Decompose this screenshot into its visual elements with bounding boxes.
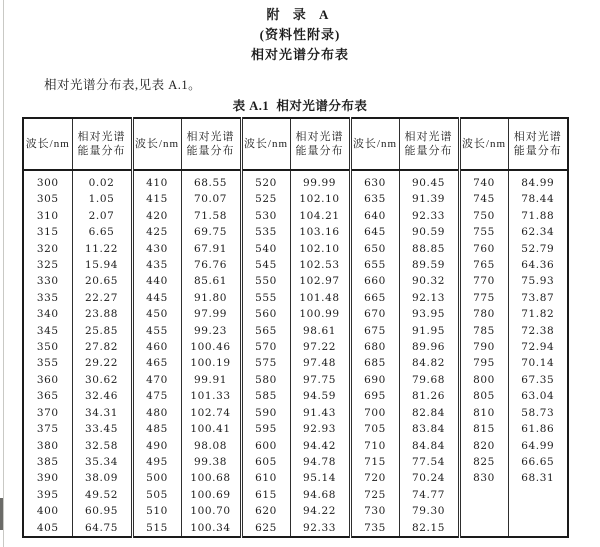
wavelength-cell: 590 [241, 405, 290, 421]
wavelength-cell: 640 [350, 208, 399, 224]
spectral-value-cell: 29.22 [72, 355, 132, 371]
spectral-value-cell: 67.91 [181, 241, 241, 257]
wavelength-cell: 320 [36, 242, 59, 255]
table-header [23, 118, 568, 170]
wavelength-cell: 495 [132, 454, 181, 470]
spectral-value-cell: 27.82 [72, 339, 132, 355]
spectral-value-cell: 63.04 [508, 388, 568, 404]
wavelength-cell: 815 [459, 421, 508, 437]
spectral-distribution-table [22, 117, 569, 538]
spectral-value-cell: 52.79 [508, 241, 568, 257]
wavelength-cell: 490 [132, 438, 181, 454]
spectral-value-cell: 101.33 [181, 388, 241, 404]
spectral-value-cell [508, 487, 568, 503]
spectral-value-cell: 84.99 [508, 170, 568, 191]
wavelength-cell: 700 [350, 405, 399, 421]
spectral-value-cell: 6.65 [72, 224, 132, 240]
spectral-value-cell: 58.73 [508, 405, 568, 421]
spectral-value-cell: 100.19 [181, 355, 241, 371]
col-header-line2: 能量分布 [513, 145, 562, 157]
spectral-value-cell: 34.31 [72, 405, 132, 421]
table-row [23, 421, 568, 437]
wavelength-cell: 305 [36, 193, 59, 206]
spectral-value-cell: 64.36 [508, 257, 568, 273]
spectral-value-cell: 101.48 [290, 290, 350, 306]
wavelength-cell: 705 [350, 421, 399, 437]
spectral-value-cell: 100.46 [181, 339, 241, 355]
wavelength-cell: 395 [36, 488, 59, 501]
wavelength-cell: 500 [132, 470, 181, 486]
table-row [23, 487, 568, 503]
spectral-value-cell: 91.80 [181, 290, 241, 306]
appendix-subtitle: (资料性附录) [259, 27, 341, 42]
wavelength-cell: 440 [132, 273, 181, 289]
spectral-value-cell: 98.61 [290, 323, 350, 339]
wavelength-cell: 575 [241, 355, 290, 371]
wavelength-cell: 720 [350, 470, 399, 486]
wavelength-cell: 530 [241, 208, 290, 224]
wavelength-cell: 675 [350, 323, 399, 339]
wavelength-cell: 370 [36, 406, 59, 419]
spectral-value-cell: 94.42 [290, 438, 350, 454]
spectral-value-cell: 93.95 [399, 306, 459, 322]
wavelength-cell: 425 [132, 224, 181, 240]
header-row [23, 118, 568, 170]
spectral-value-cell: 71.82 [508, 306, 568, 322]
wavelength-cell: 595 [241, 421, 290, 437]
table-row [23, 257, 568, 273]
table-row [23, 405, 568, 421]
wavelength-cell: 365 [36, 390, 59, 403]
wavelength-cell: 695 [350, 388, 399, 404]
spectral-value-cell: 70.14 [508, 355, 568, 371]
table-row [23, 273, 568, 289]
wavelength-cell: 355 [36, 357, 59, 370]
spectral-value-cell: 102.10 [290, 191, 350, 207]
spectral-value-cell: 66.65 [508, 454, 568, 470]
wavelength-cell: 585 [241, 388, 290, 404]
col-header-spectral-value [508, 118, 568, 170]
spectral-value-cell: 94.22 [290, 503, 350, 519]
table-row [23, 241, 568, 257]
spectral-value-cell: 92.13 [399, 290, 459, 306]
col-header-line1: 相对光谱 [513, 130, 562, 143]
wavelength-cell: 625 [241, 520, 290, 537]
wavelength-cell: 740 [459, 170, 508, 191]
col-header-line2: 能量分布 [295, 145, 344, 157]
appendix-heading: 相对光谱分布表 [250, 47, 349, 62]
wavelength-cell: 560 [241, 306, 290, 322]
wavelength-cell: 760 [459, 241, 508, 257]
spectral-value-cell: 32.58 [72, 438, 132, 454]
col-header-line2: 能量分布 [186, 145, 235, 157]
spectral-value-cell: 72.94 [508, 339, 568, 355]
intro-text: 相对光谱分布表,见表 A.1。 [44, 78, 202, 92]
table-caption: 表 A.1 相对光谱分布表 [232, 99, 368, 113]
spectral-value-cell: 32.46 [72, 388, 132, 404]
spectral-value-cell: 102.10 [290, 241, 350, 257]
wavelength-cell: 325 [36, 259, 59, 272]
spectral-value-cell: 79.30 [399, 503, 459, 519]
table-row [23, 306, 568, 322]
wavelength-cell: 805 [459, 388, 508, 404]
col-header-line2: 能量分布 [404, 145, 453, 157]
spectral-value-cell: 64.75 [72, 520, 132, 537]
col-header-spectral-value [181, 118, 241, 170]
wavelength-cell: 300 [36, 177, 59, 189]
spectral-value-cell: 100.70 [181, 503, 241, 519]
spectral-value-cell [508, 503, 568, 519]
spectral-value-cell: 91.95 [399, 323, 459, 339]
table-row [23, 339, 568, 355]
spectral-value-cell: 100.34 [181, 520, 241, 537]
col-header-wavelength: 波长/nm [132, 118, 181, 170]
wavelength-cell: 385 [36, 455, 59, 468]
wavelength-cell: 520 [241, 170, 290, 191]
wavelength-cell: 375 [36, 423, 59, 436]
wavelength-cell: 535 [241, 224, 290, 240]
wavelength-cell: 610 [241, 470, 290, 486]
wavelength-cell: 630 [350, 170, 399, 191]
wavelength-cell: 405 [36, 521, 59, 534]
table-row [23, 520, 568, 537]
spectral-value-cell: 94.59 [290, 388, 350, 404]
spectral-value-cell: 84.82 [399, 355, 459, 371]
wavelength-cell: 410 [132, 170, 181, 191]
spectral-value-cell: 35.34 [72, 454, 132, 470]
wavelength-cell: 550 [241, 273, 290, 289]
col-header-line1: 相对光谱 [295, 130, 344, 143]
spectral-value-cell: 25.85 [72, 323, 132, 339]
spectral-value-cell: 81.26 [399, 388, 459, 404]
spectral-value-cell: 2.07 [72, 208, 132, 224]
wavelength-cell [459, 503, 508, 519]
col-header-wavelength: 波长/nm [23, 118, 72, 170]
wavelength-cell: 785 [459, 323, 508, 339]
wavelength-cell: 485 [132, 421, 181, 437]
spectral-value-cell: 61.86 [508, 421, 568, 437]
spectral-value-cell: 100.69 [181, 487, 241, 503]
spectral-value-cell: 30.62 [72, 372, 132, 388]
col-header-line2: 能量分布 [77, 145, 126, 157]
spectral-value-cell: 100.41 [181, 421, 241, 437]
table-row [23, 224, 568, 240]
spectral-value-cell: 99.91 [181, 372, 241, 388]
spectral-value-cell: 97.22 [290, 339, 350, 355]
spectral-value-cell: 64.99 [508, 438, 568, 454]
spectral-value-cell: 77.54 [399, 454, 459, 470]
wavelength-cell: 735 [350, 520, 399, 537]
wavelength-cell: 510 [132, 503, 181, 519]
spectral-value-cell: 78.44 [508, 191, 568, 207]
wavelength-cell: 615 [241, 487, 290, 503]
wavelength-cell: 665 [350, 290, 399, 306]
wavelength-cell: 800 [459, 372, 508, 388]
wavelength-cell: 310 [36, 209, 59, 222]
table-row [23, 470, 568, 486]
spectral-value-cell: 1.05 [72, 191, 132, 207]
spectral-value-cell: 100.68 [181, 470, 241, 486]
spectral-value-cell: 68.31 [508, 470, 568, 486]
spectral-value-cell: 71.88 [508, 208, 568, 224]
spectral-value-cell: 97.99 [181, 306, 241, 322]
wavelength-cell: 400 [36, 505, 59, 518]
table-row [23, 323, 568, 339]
spectral-value-cell: 72.38 [508, 323, 568, 339]
spectral-value-cell: 0.02 [72, 170, 132, 191]
spectral-value-cell: 76.76 [181, 257, 241, 273]
wavelength-cell: 335 [36, 291, 59, 304]
wavelength-cell: 545 [241, 257, 290, 273]
table-row [23, 191, 568, 207]
spectral-value-cell: 84.84 [399, 438, 459, 454]
wavelength-cell: 650 [350, 241, 399, 257]
spectral-value-cell: 23.88 [72, 306, 132, 322]
spectral-value-cell [508, 520, 568, 537]
table-row [23, 208, 568, 224]
wavelength-cell: 680 [350, 339, 399, 355]
wavelength-cell: 515 [132, 520, 181, 537]
wavelength-cell: 810 [459, 405, 508, 421]
table-row [23, 438, 568, 454]
spectral-value-cell: 92.33 [399, 208, 459, 224]
wavelength-cell: 600 [241, 438, 290, 454]
wavelength-cell: 570 [241, 339, 290, 355]
wavelength-cell: 460 [132, 339, 181, 355]
col-header-line1: 相对光谱 [404, 130, 453, 143]
wavelength-cell: 580 [241, 372, 290, 388]
wavelength-cell: 655 [350, 257, 399, 273]
spectral-value-cell: 90.32 [399, 273, 459, 289]
wavelength-cell: 635 [350, 191, 399, 207]
wavelength-cell: 660 [350, 273, 399, 289]
wavelength-cell: 555 [241, 290, 290, 306]
col-header-spectral-value [72, 118, 132, 170]
wavelength-cell: 730 [350, 503, 399, 519]
wavelength-cell: 775 [459, 290, 508, 306]
spectral-table-body [23, 170, 568, 537]
spectral-value-cell: 88.85 [399, 241, 459, 257]
spectral-value-cell: 94.78 [290, 454, 350, 470]
spectral-value-cell: 91.43 [290, 405, 350, 421]
spectral-value-cell: 89.96 [399, 339, 459, 355]
col-header-wavelength: 波长/nm [459, 118, 508, 170]
wavelength-cell: 525 [241, 191, 290, 207]
wavelength-cell: 605 [241, 454, 290, 470]
table-row [23, 503, 568, 519]
spectral-value-cell: 102.74 [181, 405, 241, 421]
spectral-value-cell: 103.16 [290, 224, 350, 240]
col-header-wavelength: 波长/nm [241, 118, 290, 170]
spectral-value-cell: 85.61 [181, 273, 241, 289]
spectral-value-cell: 69.75 [181, 224, 241, 240]
table-row [23, 388, 568, 404]
wavelength-cell: 745 [459, 191, 508, 207]
spectral-value-cell: 90.59 [399, 224, 459, 240]
wavelength-cell: 685 [350, 355, 399, 371]
scan-edge-mark [0, 498, 3, 530]
spectral-value-cell: 20.65 [72, 273, 132, 289]
wavelength-cell: 565 [241, 323, 290, 339]
wavelength-cell: 315 [36, 226, 59, 239]
spectral-value-cell: 104.21 [290, 208, 350, 224]
spectral-value-cell: 11.22 [72, 241, 132, 257]
wavelength-cell: 360 [36, 373, 59, 386]
spectral-value-cell: 92.33 [290, 520, 350, 537]
wavelength-cell: 480 [132, 405, 181, 421]
wavelength-cell: 455 [132, 323, 181, 339]
spectral-value-cell: 92.93 [290, 421, 350, 437]
wavelength-cell [459, 487, 508, 503]
spectral-value-cell: 89.59 [399, 257, 459, 273]
spectral-value-cell: 82.84 [399, 405, 459, 421]
wavelength-cell: 795 [459, 355, 508, 371]
spectral-value-cell: 90.45 [399, 170, 459, 191]
spectral-value-cell: 70.07 [181, 191, 241, 207]
appendix-title: 附 录 A [266, 7, 334, 22]
wavelength-cell: 465 [132, 355, 181, 371]
wavelength-cell: 420 [132, 208, 181, 224]
wavelength-cell: 330 [36, 275, 59, 288]
spectral-value-cell: 102.53 [290, 257, 350, 273]
wavelength-cell [459, 520, 508, 537]
wavelength-cell: 725 [350, 487, 399, 503]
wavelength-cell: 765 [459, 257, 508, 273]
spectral-value-cell: 70.24 [399, 470, 459, 486]
wavelength-cell: 620 [241, 503, 290, 519]
spectral-value-cell: 82.15 [399, 520, 459, 537]
spectral-value-cell: 91.39 [399, 191, 459, 207]
spectral-value-cell: 102.97 [290, 273, 350, 289]
spectral-value-cell: 97.48 [290, 355, 350, 371]
spectral-value-cell: 67.35 [508, 372, 568, 388]
table-row [23, 372, 568, 388]
wavelength-cell: 540 [241, 241, 290, 257]
spectral-value-cell: 75.93 [508, 273, 568, 289]
spectral-value-cell: 99.99 [290, 170, 350, 191]
spectral-value-cell: 97.75 [290, 372, 350, 388]
wavelength-cell: 750 [459, 208, 508, 224]
spectral-value-cell: 60.95 [72, 503, 132, 519]
spectral-value-cell: 22.27 [72, 290, 132, 306]
wavelength-cell: 445 [132, 290, 181, 306]
table-row [23, 170, 568, 191]
wavelength-cell: 715 [350, 454, 399, 470]
spectral-value-cell: 99.38 [181, 454, 241, 470]
wavelength-cell: 690 [350, 372, 399, 388]
wavelength-cell: 430 [132, 241, 181, 257]
wavelength-cell: 780 [459, 306, 508, 322]
wavelength-cell: 390 [36, 472, 59, 485]
spectral-value-cell: 62.34 [508, 224, 568, 240]
wavelength-cell: 470 [132, 372, 181, 388]
spectral-value-cell: 38.09 [72, 470, 132, 486]
wavelength-cell: 475 [132, 388, 181, 404]
spectral-value-cell: 68.55 [181, 170, 241, 191]
spectral-value-cell: 95.14 [290, 470, 350, 486]
spectral-value-cell: 49.52 [72, 487, 132, 503]
spectral-value-cell: 15.94 [72, 257, 132, 273]
wavelength-cell: 710 [350, 438, 399, 454]
wavelength-cell: 790 [459, 339, 508, 355]
col-header-line1: 相对光谱 [186, 130, 235, 143]
spectral-value-cell: 94.68 [290, 487, 350, 503]
wavelength-cell: 830 [459, 470, 508, 486]
wavelength-cell: 350 [36, 341, 59, 354]
wavelength-cell: 645 [350, 224, 399, 240]
spectral-value-cell: 83.84 [399, 421, 459, 437]
spectral-value-cell: 33.45 [72, 421, 132, 437]
col-header-spectral-value [290, 118, 350, 170]
col-header-wavelength: 波长/nm [350, 118, 399, 170]
wavelength-cell: 345 [36, 324, 59, 337]
spectral-value-cell: 73.87 [508, 290, 568, 306]
wavelength-cell: 505 [132, 487, 181, 503]
wavelength-cell: 435 [132, 257, 181, 273]
spectral-value-cell: 98.08 [181, 438, 241, 454]
table-row [23, 290, 568, 306]
col-header-spectral-value [399, 118, 459, 170]
table-row [23, 355, 568, 371]
spectral-value-cell: 99.23 [181, 323, 241, 339]
table-row [23, 454, 568, 470]
wavelength-cell: 670 [350, 306, 399, 322]
wavelength-cell: 450 [132, 306, 181, 322]
spectral-value-cell: 71.58 [181, 208, 241, 224]
wavelength-cell: 415 [132, 191, 181, 207]
spectral-value-cell: 100.99 [290, 306, 350, 322]
col-header-line1: 相对光谱 [77, 130, 126, 143]
spectral-value-cell: 79.68 [399, 372, 459, 388]
wavelength-cell: 825 [459, 454, 508, 470]
wavelength-cell: 755 [459, 224, 508, 240]
spectral-value-cell: 74.77 [399, 487, 459, 503]
scan-edge-line [3, 0, 4, 547]
wavelength-cell: 820 [459, 438, 508, 454]
wavelength-cell: 770 [459, 273, 508, 289]
wavelength-cell: 380 [36, 439, 59, 452]
wavelength-cell: 340 [36, 308, 59, 321]
